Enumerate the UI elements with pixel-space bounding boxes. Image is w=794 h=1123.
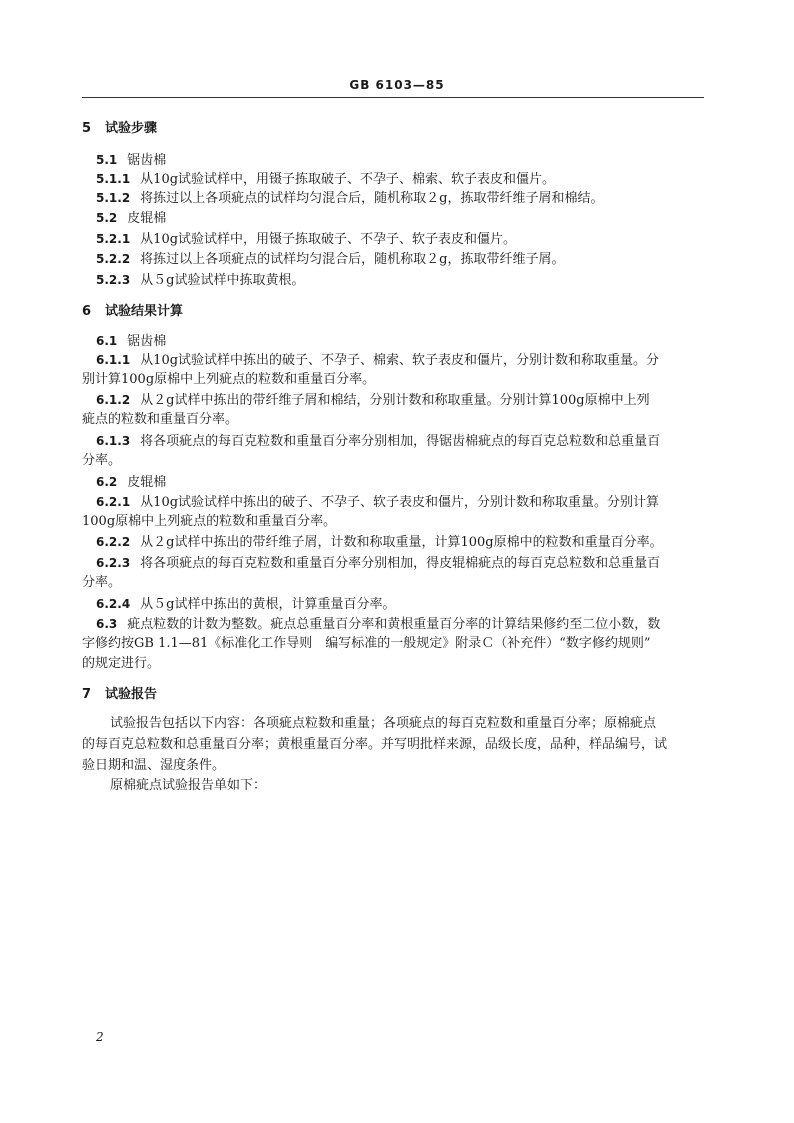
section-6-heading bbox=[82, 302, 183, 322]
clause-number: 5.1.1 bbox=[96, 172, 131, 186]
clause-5-2-3 bbox=[96, 270, 305, 291]
clause-6-2-2 bbox=[96, 532, 663, 553]
clause-number: 5.1 bbox=[96, 153, 118, 167]
clause-text: 皮辊棉 bbox=[127, 211, 167, 226]
section-number: 6 bbox=[82, 304, 92, 319]
clause-text: 从10g试验试样中拣出的破子、不孕子、棉索、软子表皮和僵片，分别计数和称取重量。分 bbox=[140, 353, 660, 368]
header-rule bbox=[82, 97, 704, 98]
clause-text: 从２g试样中拣出的带纤维子屑，计数和称取重量，计算100g原棉中的粒数和重量百分率。 bbox=[140, 535, 663, 550]
clause-6-1-3-line2: 分率。 bbox=[82, 453, 122, 468]
clause-text: 从５g试样中拣出的黄根，计算重量百分率。 bbox=[140, 597, 396, 612]
clause-number: 5.2 bbox=[96, 211, 118, 225]
clause-6-2-3-line2: 分率。 bbox=[82, 575, 122, 590]
report-paragraph-line3: 验日期和温、湿度条件。 bbox=[82, 758, 226, 773]
clause-5-2-1 bbox=[96, 229, 516, 250]
clause-text: 锯齿棉 bbox=[127, 334, 167, 349]
clause-5-1-1 bbox=[96, 169, 555, 190]
report-paragraph-line2: 的每百克总粒数和总重量百分率；黄根重量百分率。并写明批样来源，品级长度，品种，样品编号，试 bbox=[82, 737, 668, 752]
clause-number: 6.2.3 bbox=[96, 556, 131, 570]
clause-5-1-2 bbox=[96, 188, 604, 209]
report-paragraph-line4: 原棉疵点试验报告单如下： bbox=[110, 778, 267, 793]
section-number: 5 bbox=[82, 121, 92, 136]
clause-number: 6.1.1 bbox=[96, 353, 131, 367]
clause-5-2 bbox=[96, 208, 166, 229]
page-number: 2 bbox=[96, 1030, 104, 1044]
clause-number: 6.2.2 bbox=[96, 535, 131, 549]
clause-number: 6.2 bbox=[96, 475, 118, 489]
clause-6-1-2-line1 bbox=[96, 390, 650, 411]
clause-text: 将拣过以上各项疵点的试样均匀混合后，随机称取２g，拣取带纤维子屑和棉结。 bbox=[140, 191, 604, 206]
clause-6-3-line1 bbox=[96, 614, 660, 635]
section-title: 试验结果计算 bbox=[105, 304, 184, 319]
clause-text: 将各项疵点的每百克粒数和重量百分率分别相加，得锯齿棉疵点的每百克总粒数和总重量百 bbox=[140, 434, 661, 449]
section-7-heading bbox=[82, 685, 157, 705]
clause-6-1-3-line1 bbox=[96, 431, 660, 452]
clause-number: 6.2.4 bbox=[96, 597, 131, 611]
clause-5-2-2 bbox=[96, 249, 565, 270]
clause-6-2 bbox=[96, 472, 166, 493]
clause-text: 从10g试验试样中，用镊子拣取破子、不孕子、棉索、软子表皮和僵片。 bbox=[140, 172, 556, 187]
clause-number: 6.2.1 bbox=[96, 495, 131, 509]
clause-6-1-2-line2: 疵点的粒数和重量百分率。 bbox=[82, 412, 239, 427]
clause-number: 5.2.2 bbox=[96, 252, 131, 266]
clause-6-1-1-line1 bbox=[96, 350, 659, 371]
clause-number: 6.1 bbox=[96, 334, 118, 348]
clause-text: 皮辊棉 bbox=[127, 475, 167, 490]
section-number: 7 bbox=[82, 687, 92, 702]
clause-text: 从２g试样中拣出的带纤维子屑和棉结，分别计数和称取重量。分别计算100g原棉中上列 bbox=[140, 393, 650, 408]
clause-number: 6.1.2 bbox=[96, 393, 131, 407]
clause-6-3-line2: 字修约按GB 1.1—81《标准化工作导则 编写标准的一般规定》附录Ｃ（补充件）“数字修约规则” bbox=[82, 636, 651, 651]
clause-6-2-1-line2: 100g原棉中上列疵点的粒数和重量百分率。 bbox=[82, 514, 337, 529]
clause-text: 从10g试验试样中拣出的破子、不孕子、软子表皮和僵片，分别计数和称取重量。分别计算 bbox=[140, 495, 660, 510]
clause-text: 从10g试验试样中，用镊子拣取破子、不孕子、软子表皮和僵片。 bbox=[140, 232, 517, 247]
clause-6-2-1-line1 bbox=[96, 492, 659, 513]
clause-6-1 bbox=[96, 331, 166, 352]
section-5-heading bbox=[82, 119, 157, 139]
clause-5-1 bbox=[96, 150, 166, 171]
clause-text: 从５g试验试样中拣取黄根。 bbox=[140, 273, 305, 288]
clause-number: 5.2.3 bbox=[96, 273, 131, 287]
clause-number: 6.3 bbox=[96, 617, 118, 631]
clause-6-2-4 bbox=[96, 594, 396, 615]
clause-number: 5.1.2 bbox=[96, 191, 131, 205]
clause-text: 疵点粒数的计数为整数。疵点总重量百分率和黄根重量百分率的计算结果修约至二位小数，数 bbox=[127, 617, 661, 632]
section-title: 试验步骤 bbox=[105, 121, 158, 136]
standard-code-header: GB 6103—85 bbox=[349, 78, 445, 92]
clause-6-1-1-line2: 别计算100g原棉中上列疵点的粒数和重量百分率。 bbox=[82, 372, 376, 387]
clause-number: 6.1.3 bbox=[96, 434, 131, 448]
clause-text: 将各项疵点的每百克粒数和重量百分率分别相加，得皮辊棉疵点的每百克总粒数和总重量百 bbox=[140, 556, 661, 571]
clause-number: 5.2.1 bbox=[96, 232, 131, 246]
clause-text: 将拣过以上各项疵点的试样均匀混合后，随机称取２g，拣取带纤维子屑。 bbox=[140, 252, 565, 267]
clause-6-2-3-line1 bbox=[96, 553, 660, 574]
clause-text: 锯齿棉 bbox=[127, 153, 167, 168]
section-title: 试验报告 bbox=[105, 687, 158, 702]
report-paragraph-line1: 试验报告包括以下内容：各项疵点粒数和重量；各项疵点的每百克粒数和重量百分率；原棉疵点 bbox=[110, 716, 657, 731]
clause-6-3-line3: 的规定进行。 bbox=[82, 656, 161, 671]
